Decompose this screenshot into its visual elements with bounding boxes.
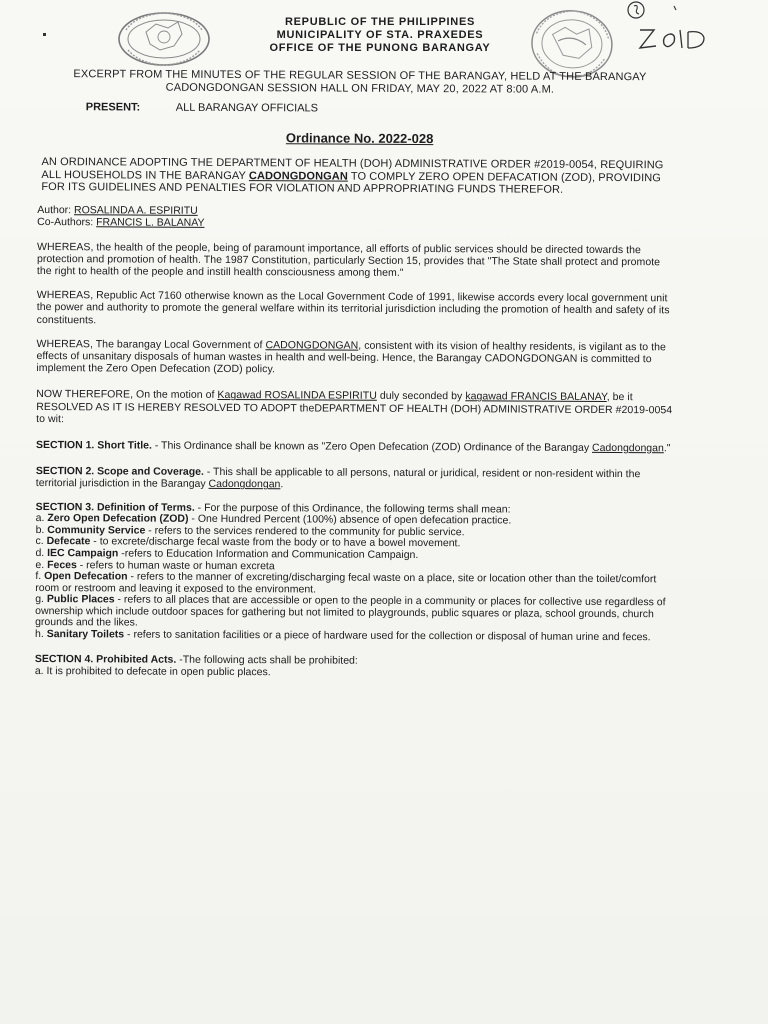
section-1-pre: - This Ordinance shall be known as "Zero Open Defecation (ZOD) Ordinance of the Barangay xyxy=(151,439,593,454)
minutes-excerpt-heading: EXCERPT FROM THE MINUTES OF THE REGULAR SESSION OF THE BARANGAY, HELD AT THE BARANGAY CADONGDONGAN SESSION HALL ON FRIDAY, MAY 20, 2022 AT 8:00 A.M. xyxy=(73,68,647,96)
definition-text: - refers to the manner of excreting/discharging fecal waste on a place, site or location other than the toilet/comfort room or restroom and leaving it exposed to the environment. xyxy=(35,570,657,596)
section-2-title: SECTION 2. Scope and Coverage. xyxy=(35,465,204,479)
definition-prefix: e. xyxy=(35,558,48,571)
definition-term: Feces xyxy=(47,558,77,571)
coauthor-name: FRANCIS L. BALANAY xyxy=(96,216,205,229)
definition-term: Public Places xyxy=(46,593,115,606)
ordinance-number: Ordinance No. 2022-028 xyxy=(285,130,434,147)
whereas-clause-3 xyxy=(36,338,676,378)
definition-text: - refers to all places that are accessible or open to the people in a community or places for collective use regardless of ownership which include outdoor spaces for gathering but not limited to playgrounds, public squares or plaza, school grounds, church grounds and the likes. xyxy=(35,593,666,630)
letterhead-line-3: OFFICE OF THE PUNONG BARANGAY xyxy=(269,42,491,54)
whereas-clause-1: WHEREAS, the health of the people, being of paramount importance, all efforts of public services should be directed towards the protection and promotion of health. The 1987 Constitution, particularly Section 15, provides that "The State shall protect and promote the right to health of the people and instill health consciousness among them." xyxy=(36,240,661,279)
section-2-barangay: Cadongdongan xyxy=(208,478,281,491)
now-therefore-pre: NOW THEREFORE, On the motion of xyxy=(36,388,218,402)
author-name: ROSALINDA A. ESPIRITU xyxy=(74,203,198,217)
definition-prefix: a. xyxy=(35,512,48,525)
now-therefore-clause xyxy=(36,388,676,428)
section-1-barangay: Cadongdongan xyxy=(591,441,664,455)
section-4 xyxy=(35,653,675,681)
present-label: PRESENT: xyxy=(85,101,141,114)
section-2-post: . xyxy=(280,478,284,491)
definition-prefix: g. xyxy=(35,593,47,606)
whereas3-barangay: CADONGDONGAN xyxy=(265,338,359,352)
handwritten-annotation xyxy=(622,0,722,58)
definition-item xyxy=(35,594,675,632)
coauthor-line xyxy=(37,216,677,232)
section-3 xyxy=(35,502,676,644)
definition-text: - to excrete/discharge fecal waste from the body or to have a bowel movement. xyxy=(90,535,461,550)
definition-term: IEC Campaign xyxy=(47,546,119,560)
motion-mover: Kagawad ROSALINDA ESPIRITU xyxy=(217,389,377,403)
definition-prefix: f. xyxy=(35,570,45,583)
barangay-seal-left xyxy=(116,10,212,68)
section-1 xyxy=(36,439,676,455)
definition-term: Community Service xyxy=(47,523,146,537)
whereas-clause-2: WHEREAS, Republic Act 7160 otherwise known as the Local Government Code of 1991, likewise accords every local government unit the power and authority to promote the general welfare within its territorial jurisdiction including the promotion of health and safety of its constituents. xyxy=(36,289,670,326)
ordinance-title xyxy=(42,129,678,150)
definition-prefix: h. xyxy=(35,628,47,641)
letterhead xyxy=(230,16,530,55)
now-therefore-post: , be it RESOLVED AS IT IS HEREBY RESOLVED TO ADOPT theDEPARTMENT OF HEALTH (DOH) ADMINISTRATIVE ORDER #2019-0054 to wit: xyxy=(36,391,673,425)
preamble-part-1: AN ORDINANCE ADOPTING THE DEPARTMENT OF HEALTH (DOH) ADMINISTRATIVE ORDER #2019-0054, REQUIRING ALL HOUSEHOLDS IN THE BARANGAY xyxy=(41,156,664,182)
definition-prefix: c. xyxy=(35,535,47,548)
section-4-intro: -The following acts shall be prohibited: xyxy=(176,653,358,667)
prohibited-act-item: a. It is prohibited to defecate in open public places. xyxy=(34,664,271,679)
definition-prefix: b. xyxy=(35,523,48,536)
authors-block xyxy=(37,203,677,231)
section-1-title: SECTION 1. Short Title. xyxy=(35,438,152,452)
author-label: Author: xyxy=(37,203,75,216)
now-therefore-mid: duly seconded by xyxy=(376,390,466,403)
letterhead-line-1: REPUBLIC OF THE PHILIPPINES xyxy=(284,16,476,28)
motion-seconder: kagawad FRANCIS BALANAY xyxy=(465,390,607,404)
coauthor-label: Co-Authors: xyxy=(37,215,97,229)
section-4-title: SECTION 4. Prohibited Acts. xyxy=(34,652,177,666)
definition-term: Sanitary Toilets xyxy=(46,628,125,641)
definition-term: Zero Open Defecation (ZOD) xyxy=(47,512,189,525)
present-value: ALL BARANGAY OFFICIALS xyxy=(175,101,319,115)
ordinance-preamble xyxy=(41,156,677,197)
definition-term: Open Defecation xyxy=(44,570,128,583)
definition-text: - One Hundred Percent (100%) absence of open defecation practice. xyxy=(188,512,512,527)
preamble-barangay: CADONGDONGAN xyxy=(248,169,348,183)
section-1-post: ." xyxy=(663,442,671,455)
section-2 xyxy=(36,465,676,493)
definition-term: Defecate xyxy=(46,535,91,548)
definition-item xyxy=(35,629,675,644)
definition-prefix: d. xyxy=(35,546,48,559)
present-line xyxy=(86,101,678,118)
whereas3-pre: WHEREAS, The barangay Local Government of xyxy=(36,337,266,351)
definition-text: - refers to human waste or human excreta xyxy=(76,558,275,572)
section-3-intro: - For the purpose of this Ordinance, the following terms shall mean: xyxy=(194,501,511,516)
definition-text: - refers to sanitation facilities or a piece of hardware used for the collection or disposal of human urine and feces. xyxy=(124,628,651,644)
preamble-part-2: TO COMPLY ZERO OPEN DEFACATION (ZOD), PROVIDING FOR ITS GUIDELINES AND PENALTIES FOR VIOLATION AND APPROPRIATING FUNDS THEREFOR. xyxy=(41,170,661,196)
section-2-pre: - This shall be applicable to all persons, natural or juridical, resident or non-resident within the territorial jurisdiction in the Barangay xyxy=(35,466,641,491)
section-3-title: SECTION 3. Definition of Terms. xyxy=(35,500,195,514)
whereas3-post: , consistent with its vision of healthy residents, is vigilant as to the effects of unsanitary disposals of human wastes in health and well-being. Hence, the Barangay CADONGDONGAN is committed to implement the Zero Open Defecation (ZOD) policy. xyxy=(36,339,666,376)
scan-speck xyxy=(43,33,46,36)
document-body xyxy=(35,68,678,680)
official-seal-right xyxy=(528,6,620,80)
letterhead-line-2: MUNICIPALITY OF STA. PRAXEDES xyxy=(276,29,484,41)
definition-text: -refers to Education Information and Communication Campaign. xyxy=(118,547,419,561)
definition-text: - refers to the services rendered to the community for public service. xyxy=(145,524,465,538)
